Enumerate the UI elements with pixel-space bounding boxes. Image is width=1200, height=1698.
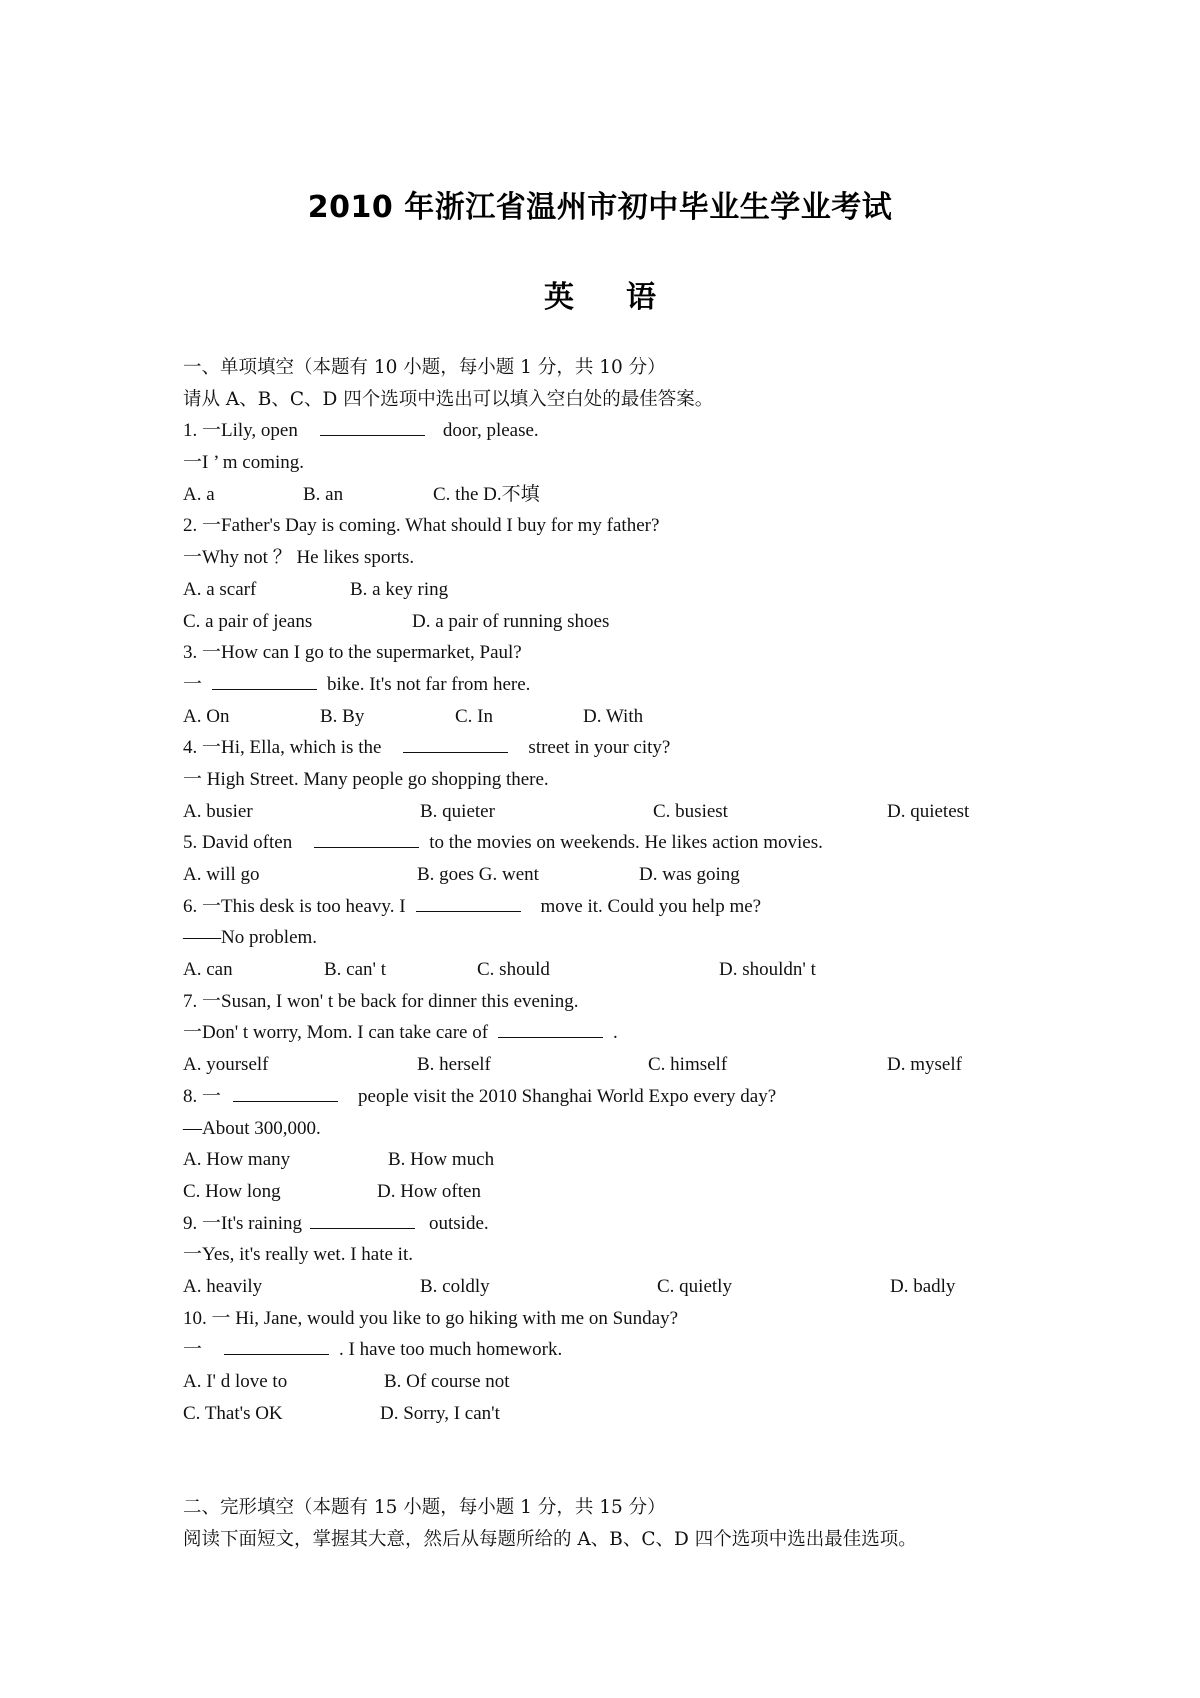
q1-answer-blank	[320, 416, 425, 436]
q6-answer-blank	[416, 892, 521, 912]
q6-option-a: A. can	[183, 959, 233, 981]
question-8-stem	[183, 1081, 1083, 1113]
q6-stem-post: move it. Could you help me?	[540, 895, 762, 917]
q1-option-cd: C. the D.不填	[433, 483, 540, 505]
q3-reply-post: bike. It's not far from here.	[327, 673, 531, 695]
question-1-options	[183, 479, 1083, 511]
q10-answer-blank	[224, 1335, 329, 1355]
question-4-stem	[183, 732, 1083, 764]
q8-option-d: D. How often	[377, 1180, 481, 1202]
q10-option-d: D. Sorry, I can't	[380, 1402, 500, 1424]
q5-stem-post: to the movies on weekends. He likes action movies.	[429, 832, 823, 854]
q2-option-b: B. a key ring	[350, 578, 449, 600]
question-7-stem: 7. 一Susan, I won' t be back for dinner this evening.	[183, 990, 579, 1012]
q9-option-c: C. quietly	[657, 1275, 732, 1297]
q4-answer-blank	[403, 733, 508, 753]
q9-option-d: D. badly	[890, 1275, 956, 1297]
q4-option-a: A. busier	[183, 800, 253, 822]
q2-option-d: D. a pair of running shoes	[412, 610, 610, 632]
subject-char-1: 英	[544, 280, 574, 315]
question-10-options-ab	[183, 1366, 1083, 1398]
q8-stem-pre: 8. 一	[183, 1085, 222, 1107]
question-8-options-ab	[183, 1144, 1083, 1176]
q7-option-c: C. himself	[648, 1054, 728, 1076]
q7-option-a: A. yourself	[183, 1054, 269, 1076]
question-10-reply	[183, 1334, 1083, 1366]
q7-answer-blank	[498, 1018, 603, 1038]
q3-answer-blank	[212, 670, 317, 690]
q9-answer-blank	[310, 1209, 415, 1229]
q1-stem-post: door, please.	[442, 420, 539, 442]
question-5-options	[183, 859, 1083, 891]
q6-option-d: D. shouldn' t	[719, 959, 816, 981]
q6-stem-pre: 6. 一This desk is too heavy. I	[183, 895, 406, 917]
q7-option-b: B. herself	[417, 1054, 491, 1076]
q5-option-d: D. was going	[639, 864, 740, 885]
subject-title	[0, 272, 1200, 316]
q3-option-b: B. By	[320, 705, 365, 727]
q10-option-c: C. That's OK	[183, 1402, 283, 1424]
question-8-reply: —About 300,000.	[183, 1117, 321, 1139]
q4-stem-post: street in your city?	[528, 737, 671, 759]
q5-option-a: A. will go	[183, 864, 260, 885]
question-6-options	[183, 954, 1083, 986]
q2-option-a: A. a scarf	[183, 578, 257, 600]
q10-option-b: B. Of course not	[384, 1371, 510, 1392]
q2-option-c: C. a pair of jeans	[183, 610, 313, 632]
question-3-stem: 3. 一How can I go to the supermarket, Paul?	[183, 642, 522, 664]
q4-option-d: D. quietest	[887, 800, 970, 822]
q7-reply-post: .	[613, 1022, 618, 1044]
q10-option-a: A. I' d love to	[183, 1371, 288, 1392]
q9-option-a: A. heavily	[183, 1275, 263, 1297]
question-6-reply: ——No problem.	[183, 927, 318, 949]
question-3-reply	[183, 669, 1083, 701]
q5-answer-blank	[314, 828, 419, 848]
q5-stem-pre: 5. David often	[183, 832, 293, 854]
question-10-stem: 10. 一 Hi, Jane, would you like to go hiking with me on Sunday?	[183, 1307, 679, 1329]
q7-reply-pre: 一Don' t worry, Mom. I can take care of	[183, 1022, 489, 1044]
question-10-options-cd	[183, 1398, 1083, 1430]
question-1-reply: 一I ’ m coming.	[183, 452, 305, 474]
question-2-stem: 2. 一Father's Day is coming. What should I buy for my father?	[183, 515, 660, 537]
q4-option-b: B. quieter	[420, 800, 495, 822]
question-4-reply: 一 High Street. Many people go shopping there.	[183, 768, 549, 790]
q1-stem-pre: 1. 一Lily, open	[183, 420, 298, 442]
question-7-reply	[183, 1017, 1083, 1049]
question-4-options	[183, 796, 1083, 828]
q3-option-a: A. On	[183, 705, 230, 727]
question-1-stem	[183, 415, 1083, 447]
q10-reply-pre: 一	[183, 1339, 203, 1361]
q8-answer-blank	[233, 1082, 338, 1102]
question-5-stem	[183, 827, 1083, 859]
q8-option-c: C. How long	[183, 1180, 281, 1202]
q8-option-a: A. How many	[183, 1149, 291, 1171]
q1-option-a: A. a	[183, 483, 215, 505]
exam-content	[183, 352, 1083, 1556]
question-2-reply: 一Why not ？ He likes sports.	[183, 547, 415, 569]
question-7-options	[183, 1049, 1083, 1081]
q8-option-b: B. How much	[388, 1149, 495, 1171]
q9-stem-pre: 9. 一It's raining	[183, 1212, 302, 1234]
question-9-stem	[183, 1208, 1083, 1240]
question-8-options-cd	[183, 1176, 1083, 1208]
q6-option-c: C. should	[477, 959, 550, 981]
q3-option-c: C. In	[455, 705, 493, 727]
q3-option-d: D. With	[583, 705, 644, 727]
question-9-options	[183, 1271, 1083, 1303]
q4-option-c: C. busiest	[653, 800, 728, 822]
section-1-heading: 一、单项填空（本题有 10 小题，每小题 1 分，共 10 分）	[183, 357, 666, 378]
section-1-instruction: 请从 A、B、C、D 四个选项中选出可以填入空白处的最佳答案。	[183, 388, 714, 410]
exam-title: 2010 年浙江省温州市初中毕业生学业考试	[307, 190, 893, 225]
q7-option-d: D. myself	[887, 1054, 962, 1076]
q5-option-bc: B. goes G. went	[417, 864, 539, 885]
q9-option-b: B. coldly	[420, 1275, 490, 1297]
q9-stem-post: outside.	[429, 1212, 489, 1234]
section-2-instruction: 阅读下面短文，掌握其大意，然后从每题所给的 A、B、C、D 四个选项中选出最佳选项。	[183, 1529, 917, 1551]
subject-char-2: 语	[626, 280, 656, 315]
question-2-options-ab	[183, 574, 1083, 606]
section-2-heading: 二、完形填空（本题有 15 小题，每小题 1 分，共 15 分）	[183, 1497, 666, 1519]
question-2-options-cd	[183, 606, 1083, 638]
q10-reply-post: . I have too much homework.	[339, 1339, 563, 1361]
q1-option-b: B. an	[303, 483, 344, 505]
q4-stem-pre: 4. 一Hi, Ella, which is the	[183, 737, 382, 759]
q6-option-b: B. can' t	[324, 959, 386, 981]
question-9-reply: 一Yes, it's really wet. I hate it.	[183, 1244, 413, 1266]
question-3-options	[183, 701, 1083, 733]
q8-stem-post: people visit the 2010 Shanghai World Expo every day?	[358, 1085, 777, 1107]
q3-reply-pre: 一	[183, 673, 203, 695]
question-6-stem	[183, 891, 1083, 923]
